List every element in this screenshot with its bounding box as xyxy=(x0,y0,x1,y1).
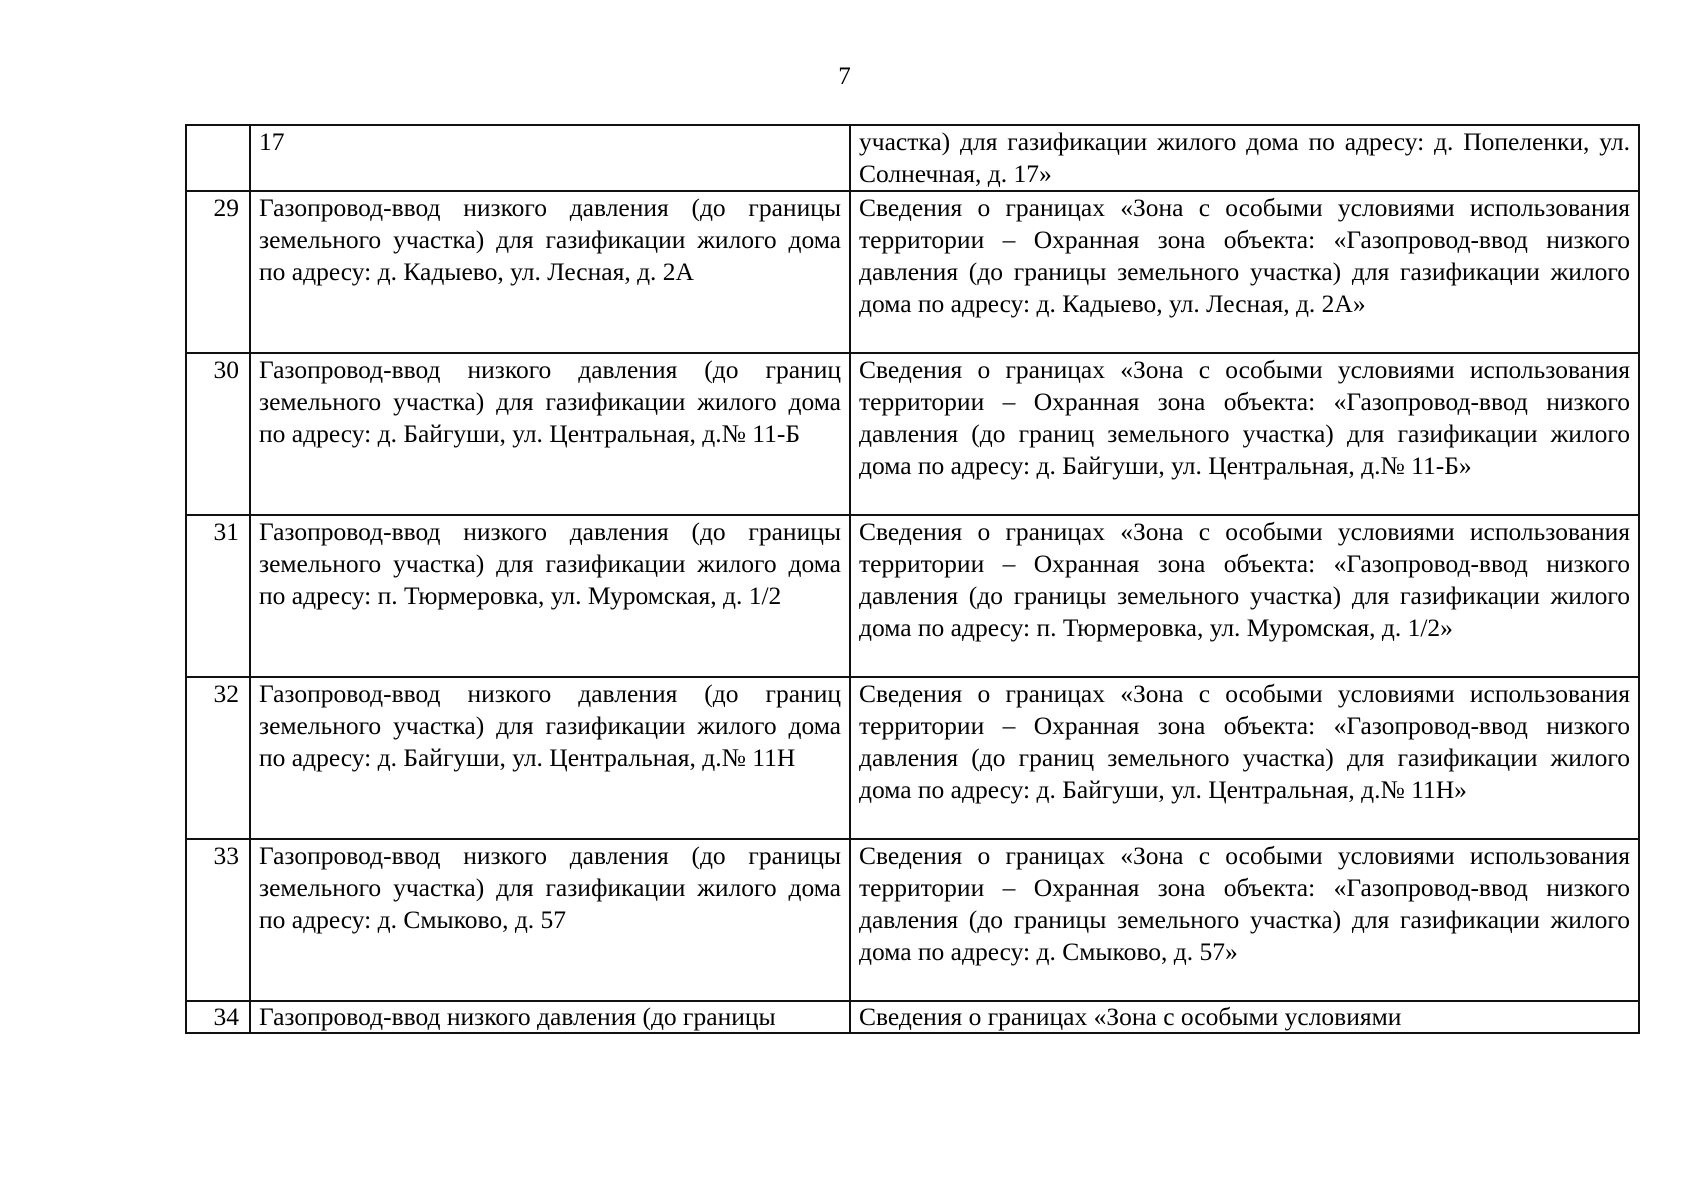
table-row xyxy=(186,839,1639,1001)
zone-info-cell: Сведения о границах «Зона с особыми условиями использования территории – Охранная зона объекта: «Газопровод-ввод низкого давления (до границ земельного участка) для газификации жилого дома по адресу: д. Байгуши, ул. Центральная, д.№ 11-Б» xyxy=(850,353,1639,515)
object-name-cell: Газопровод-ввод низкого давления (до границы земельного участка) для газификации жилого дома по адресу: п. Тюрмеровка, ул. Муромская, д. 1/2 xyxy=(250,515,850,677)
row-number-cell: 30 xyxy=(186,353,250,515)
table-row xyxy=(186,1001,1639,1033)
zone-info-cell: Сведения о границах «Зона с особыми условиями использования территории – Охранная зона объекта: «Газопровод-ввод низкого давления (до границы земельного участка) для газификации жилого дома по адресу: п. Тюрмеровка, ул. Муромская, д. 1/2» xyxy=(850,515,1639,677)
object-name-cell: Газопровод-ввод низкого давления (до границы xyxy=(250,1001,850,1033)
page-number: 7 xyxy=(838,63,851,90)
object-name-cell: Газопровод-ввод низкого давления (до границ земельного участка) для газификации жилого дома по адресу: д. Байгуши, ул. Центральная, д.№ 11Н xyxy=(250,677,850,839)
zone-info-cell: Сведения о границах «Зона с особыми условиями использования территории – Охранная зона объекта: «Газопровод-ввод низкого давления (до границ земельного участка) для газификации жилого дома по адресу: д. Байгуши, ул. Центральная, д.№ 11Н» xyxy=(850,677,1639,839)
row-number-cell: 33 xyxy=(186,839,250,1001)
zones-table xyxy=(185,124,1640,1034)
row-number-cell: 31 xyxy=(186,515,250,677)
table-row xyxy=(186,125,1639,191)
object-name-cell: 17 xyxy=(250,125,850,191)
zone-info-cell: Сведения о границах «Зона с особыми условиями xyxy=(850,1001,1639,1033)
table-row xyxy=(186,191,1639,353)
row-number-cell: 32 xyxy=(186,677,250,839)
zone-info-cell: Сведения о границах «Зона с особыми условиями использования территории – Охранная зона объекта: «Газопровод-ввод низкого давления (до границы земельного участка) для газификации жилого дома по адресу: д. Кадыево, ул. Лесная, д. 2А» xyxy=(850,191,1639,353)
table-row xyxy=(186,353,1639,515)
object-name-cell: Газопровод-ввод низкого давления (до границы земельного участка) для газификации жилого дома по адресу: д. Кадыево, ул. Лесная, д. 2А xyxy=(250,191,850,353)
object-name-cell: Газопровод-ввод низкого давления (до границ земельного участка) для газификации жилого дома по адресу: д. Байгуши, ул. Центральная, д.№ 11-Б xyxy=(250,353,850,515)
zone-info-cell: Сведения о границах «Зона с особыми условиями использования территории – Охранная зона объекта: «Газопровод-ввод низкого давления (до границы земельного участка) для газификации жилого дома по адресу: д. Смыково, д. 57» xyxy=(850,839,1639,1001)
table-row xyxy=(186,677,1639,839)
object-name-cell: Газопровод-ввод низкого давления (до границы земельного участка) для газификации жилого дома по адресу: д. Смыково, д. 57 xyxy=(250,839,850,1001)
zone-info-cell: участка) для газификации жилого дома по адресу: д. Попеленки, ул. Солнечная, д. 17» xyxy=(850,125,1639,191)
row-number-cell: 29 xyxy=(186,191,250,353)
row-number-cell: 34 xyxy=(186,1001,250,1033)
row-number-cell xyxy=(186,125,250,191)
table-row xyxy=(186,515,1639,677)
